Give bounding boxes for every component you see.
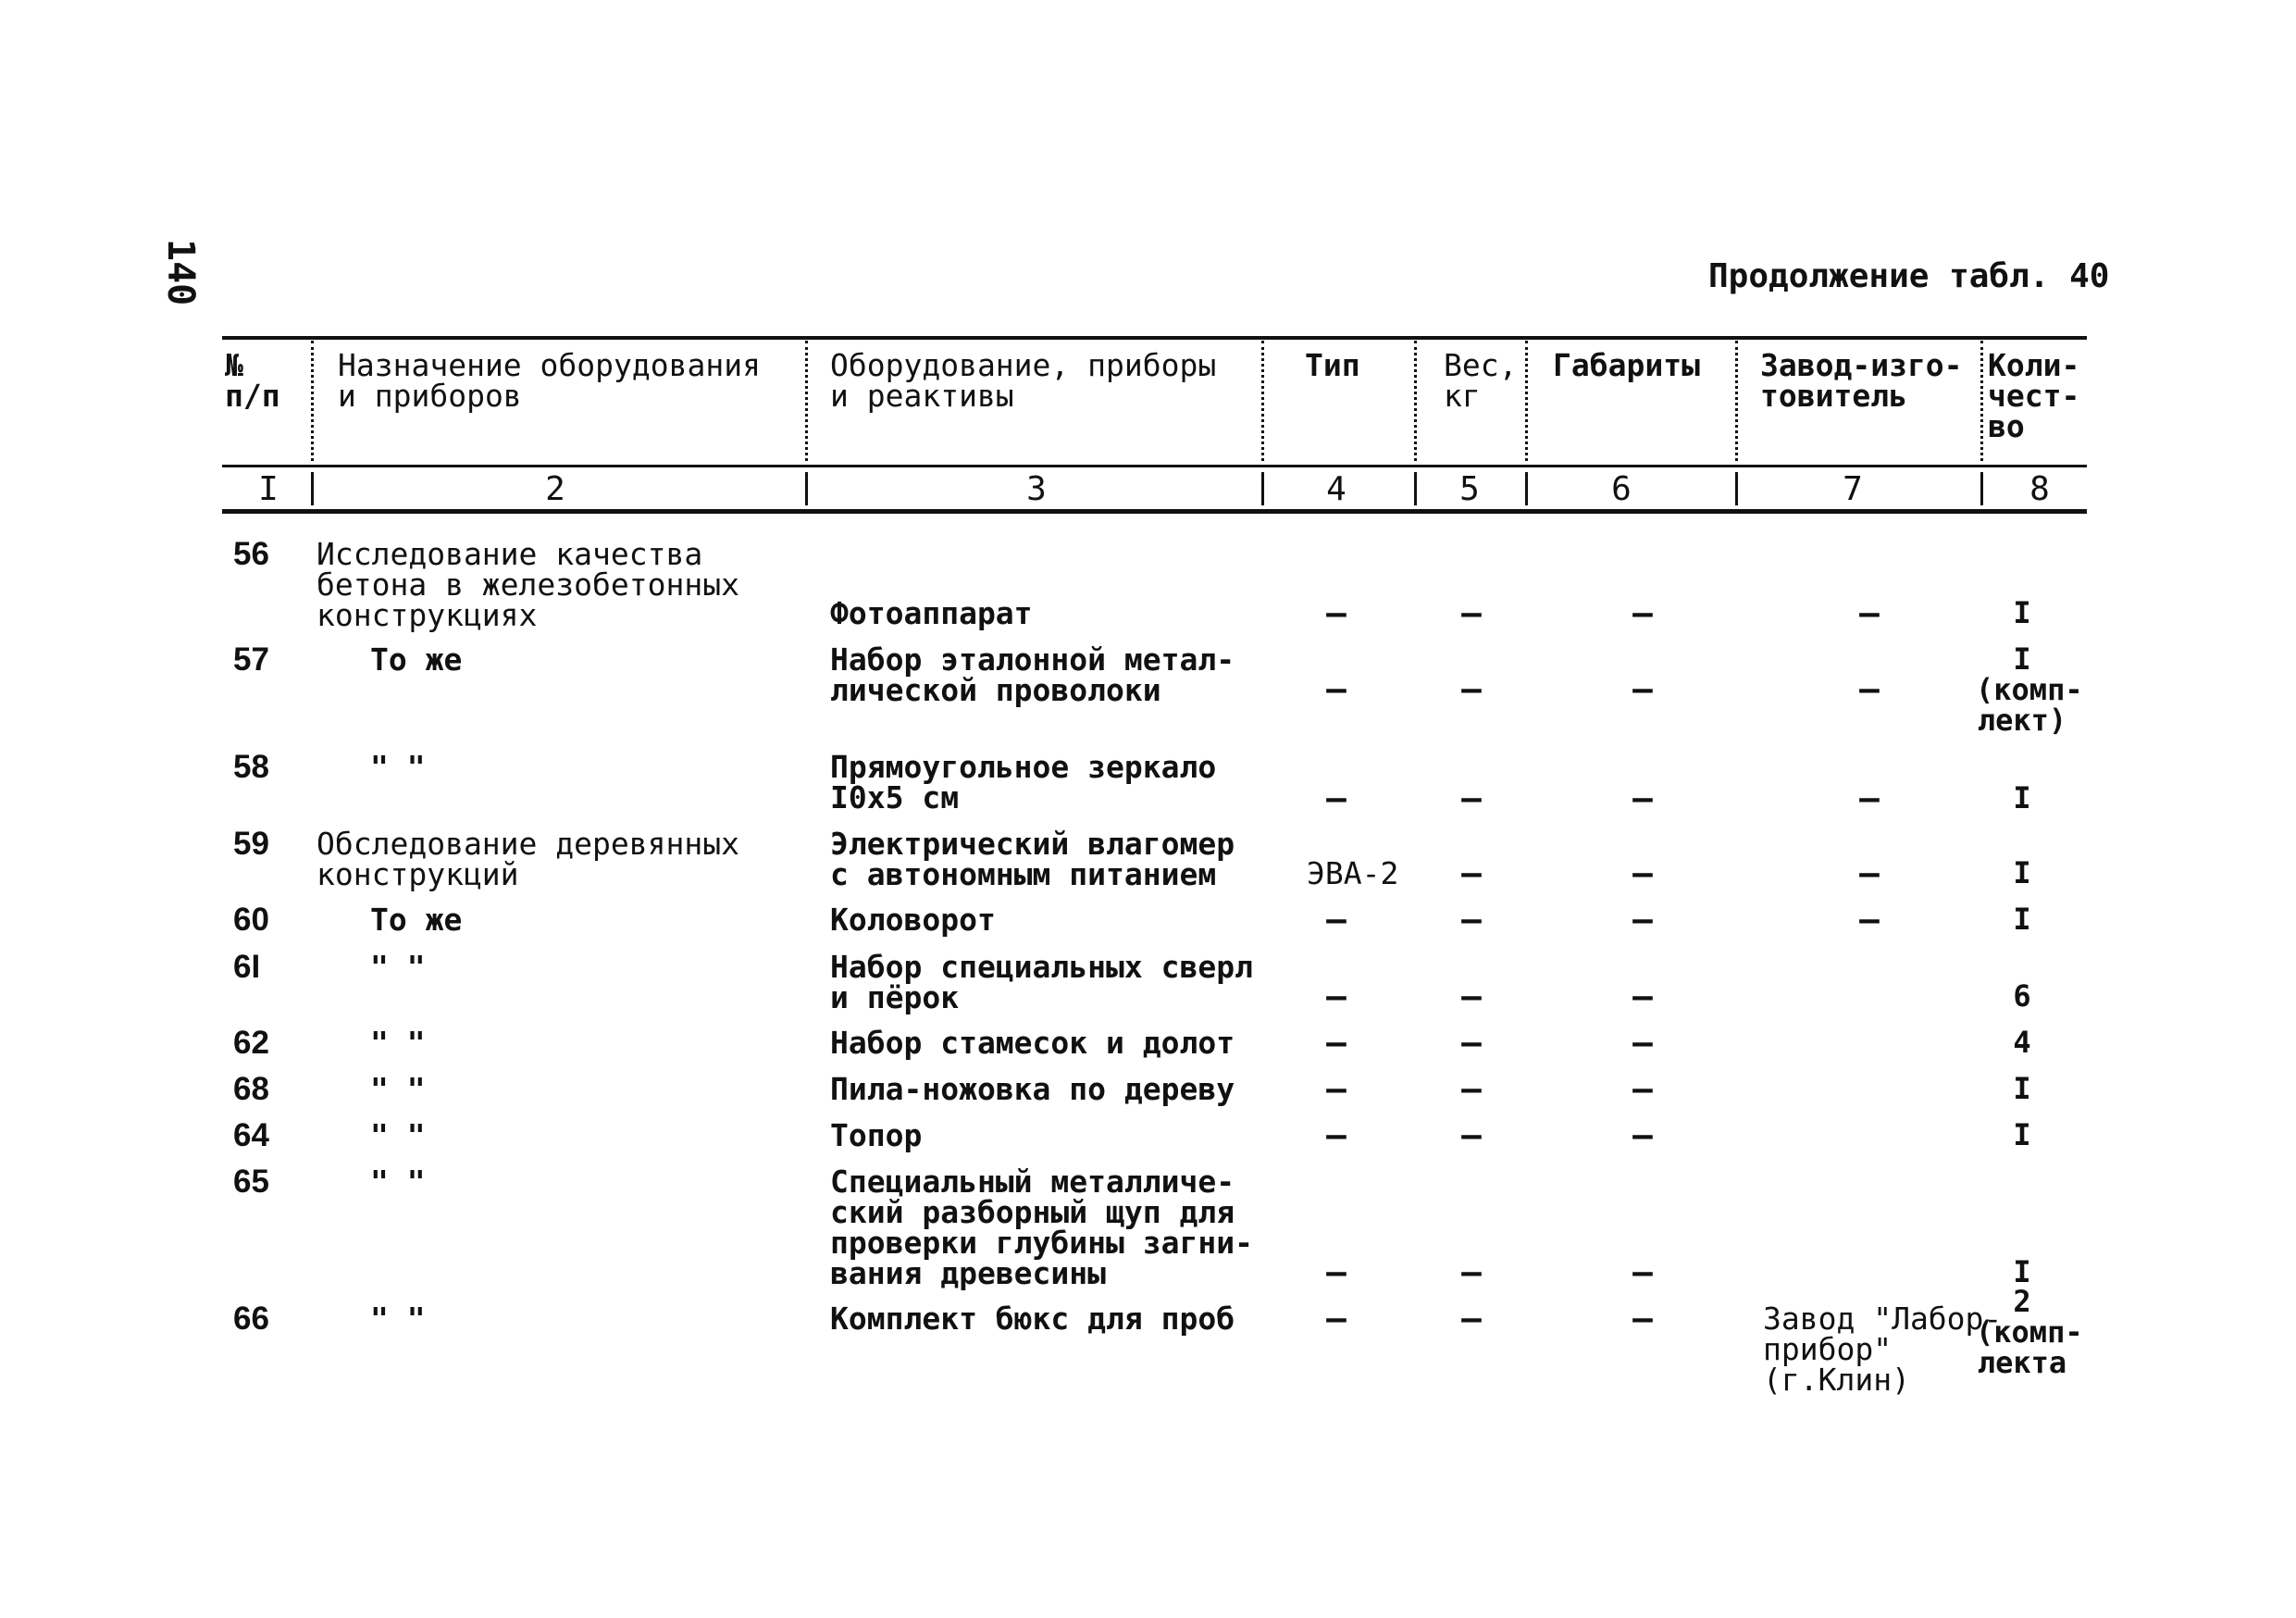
header-dimensions: Габариты	[1553, 347, 1700, 383]
row-purpose: " "	[370, 1025, 426, 1061]
header-manufacturer: Завод-изго- товитель	[1760, 347, 1963, 414]
row-equipment: Специальный металличе- ский разборный щуп для проверки глубины загни- вания древесины	[830, 1164, 1253, 1291]
column-number-separator	[1735, 472, 1738, 505]
header-bottom-rule	[222, 465, 2087, 467]
row-dimensions: –	[1632, 1024, 1653, 1062]
header-separator	[805, 341, 808, 461]
row-equipment: Набор специальных сверл и пёрок	[830, 949, 1253, 1015]
row-quantity: I	[2013, 902, 2031, 937]
row-type: –	[1326, 670, 1347, 708]
row-manufacturer: –	[1859, 854, 1880, 892]
row-dimensions: –	[1632, 779, 1653, 817]
row-weight: –	[1461, 779, 1482, 817]
row-manufacturer: –	[1859, 594, 1880, 632]
row-type: –	[1326, 779, 1347, 817]
row-purpose: " "	[370, 949, 426, 985]
header-quantity: Коли- чест- во	[1988, 347, 2080, 444]
row-manufacturer: –	[1859, 779, 1880, 817]
row-weight: –	[1461, 1253, 1482, 1291]
row-equipment: Набор стамесок и долот	[830, 1025, 1235, 1061]
row-weight: –	[1461, 854, 1482, 892]
row-number: 58	[233, 749, 269, 785]
column-number-separator	[1980, 472, 1983, 505]
header-weight: Вес, кг	[1444, 347, 1518, 414]
row-number: 59	[233, 826, 269, 862]
column-number: 3	[1026, 470, 1047, 508]
row-quantity: I	[2013, 1254, 2031, 1289]
row-type: –	[1326, 1253, 1347, 1291]
row-purpose: " "	[370, 1301, 426, 1337]
row-number: 60	[233, 902, 269, 938]
row-purpose: " "	[370, 1164, 426, 1200]
row-quantity: 2 (комп- лекта	[1976, 1284, 2083, 1380]
column-number-rule	[222, 509, 2087, 514]
column-number-separator	[1414, 472, 1417, 505]
row-equipment: Комплект бюкс для проб	[830, 1301, 1235, 1337]
header-separator	[1414, 341, 1417, 461]
row-number: 6I	[233, 949, 261, 985]
row-weight: –	[1461, 594, 1482, 632]
header-separator	[1261, 341, 1264, 461]
row-quantity: I	[2013, 595, 2031, 630]
column-number: 2	[545, 470, 565, 508]
row-weight: –	[1461, 1024, 1482, 1062]
row-quantity: I (комп- лект)	[1976, 641, 2083, 738]
header-separator	[1735, 341, 1738, 461]
row-equipment: Прямоугольное зеркало I0х5 см	[830, 749, 1217, 815]
row-purpose: Обследование деревянных конструкций	[316, 826, 739, 892]
row-dimensions: –	[1632, 1253, 1653, 1291]
row-manufacturer: –	[1859, 670, 1880, 708]
row-number: 64	[233, 1117, 269, 1153]
row-number: 65	[233, 1164, 269, 1200]
row-weight: –	[1461, 670, 1482, 708]
row-quantity: I	[2013, 1117, 2031, 1152]
row-weight: –	[1461, 977, 1482, 1015]
row-equipment: Топор	[830, 1117, 923, 1153]
column-number: 8	[2029, 470, 2050, 508]
row-type: –	[1326, 1024, 1347, 1062]
row-dimensions: –	[1632, 1070, 1653, 1108]
row-purpose: " "	[370, 1071, 426, 1107]
column-number: I	[258, 470, 279, 508]
column-number: 5	[1459, 470, 1480, 508]
row-number: 57	[233, 641, 269, 678]
row-manufacturer: Завод "Лабор- прибор" (г.Клин)	[1763, 1301, 2003, 1398]
row-type: –	[1326, 1070, 1347, 1108]
row-purpose: " "	[370, 1117, 426, 1153]
header-no: № п/п	[225, 347, 280, 414]
row-number: 62	[233, 1025, 269, 1061]
column-number-separator	[1525, 472, 1528, 505]
column-number-separator	[1261, 472, 1264, 505]
table-top-rule	[222, 336, 2087, 340]
column-number-separator	[805, 472, 808, 505]
row-purpose: То же	[370, 641, 463, 678]
row-quantity: I	[2013, 1071, 2031, 1106]
header-separator	[311, 341, 314, 461]
header-separator	[1525, 341, 1528, 461]
row-weight: –	[1461, 901, 1482, 939]
row-quantity: 6	[2013, 978, 2031, 1014]
row-purpose: Исследование качества бетона в железобетонных конструкциях	[316, 536, 739, 633]
column-number-separator	[311, 472, 314, 505]
row-equipment: Пила-ножовка по дереву	[830, 1071, 1235, 1107]
header-separator	[1980, 341, 1983, 461]
row-type: –	[1326, 1116, 1347, 1154]
row-number: 68	[233, 1071, 269, 1107]
row-quantity: I	[2013, 855, 2031, 890]
column-number: 6	[1611, 470, 1632, 508]
row-type: –	[1326, 594, 1347, 632]
row-dimensions: –	[1632, 977, 1653, 1015]
row-weight: –	[1461, 1070, 1482, 1108]
continuation-title: Продолжение табл. 40	[1708, 257, 2110, 295]
row-purpose: " "	[370, 749, 426, 785]
header-equipment: Оборудование, приборы и реактивы	[830, 347, 1217, 414]
row-equipment: Набор эталонной метал- лической проволоки	[830, 641, 1235, 708]
header-purpose: Назначение оборудования и приборов	[338, 347, 761, 414]
row-equipment: Коловорот	[830, 902, 996, 938]
column-number: 4	[1326, 470, 1347, 508]
row-dimensions: –	[1632, 1116, 1653, 1154]
row-type: ЭВА-2	[1307, 855, 1399, 891]
row-dimensions: –	[1632, 854, 1653, 892]
row-equipment: Фотоаппарат	[830, 595, 1033, 631]
row-quantity: 4	[2013, 1025, 2031, 1060]
header-type: Тип	[1305, 347, 1360, 383]
row-weight: –	[1461, 1300, 1482, 1338]
row-dimensions: –	[1632, 670, 1653, 708]
row-number: 56	[233, 536, 269, 572]
column-number: 7	[1843, 470, 1863, 508]
row-number: 66	[233, 1301, 269, 1337]
row-manufacturer: –	[1859, 901, 1880, 939]
row-weight: –	[1461, 1116, 1482, 1154]
row-dimensions: –	[1632, 901, 1653, 939]
row-dimensions: –	[1632, 594, 1653, 632]
row-type: –	[1326, 901, 1347, 939]
row-quantity: I	[2013, 780, 2031, 815]
row-dimensions: –	[1632, 1300, 1653, 1338]
row-type: –	[1326, 1300, 1347, 1338]
page-number: 140	[159, 239, 202, 306]
row-purpose: То же	[370, 902, 463, 938]
row-type: –	[1326, 977, 1347, 1015]
row-equipment: Электрический влагомер с автономным питанием	[830, 826, 1235, 892]
